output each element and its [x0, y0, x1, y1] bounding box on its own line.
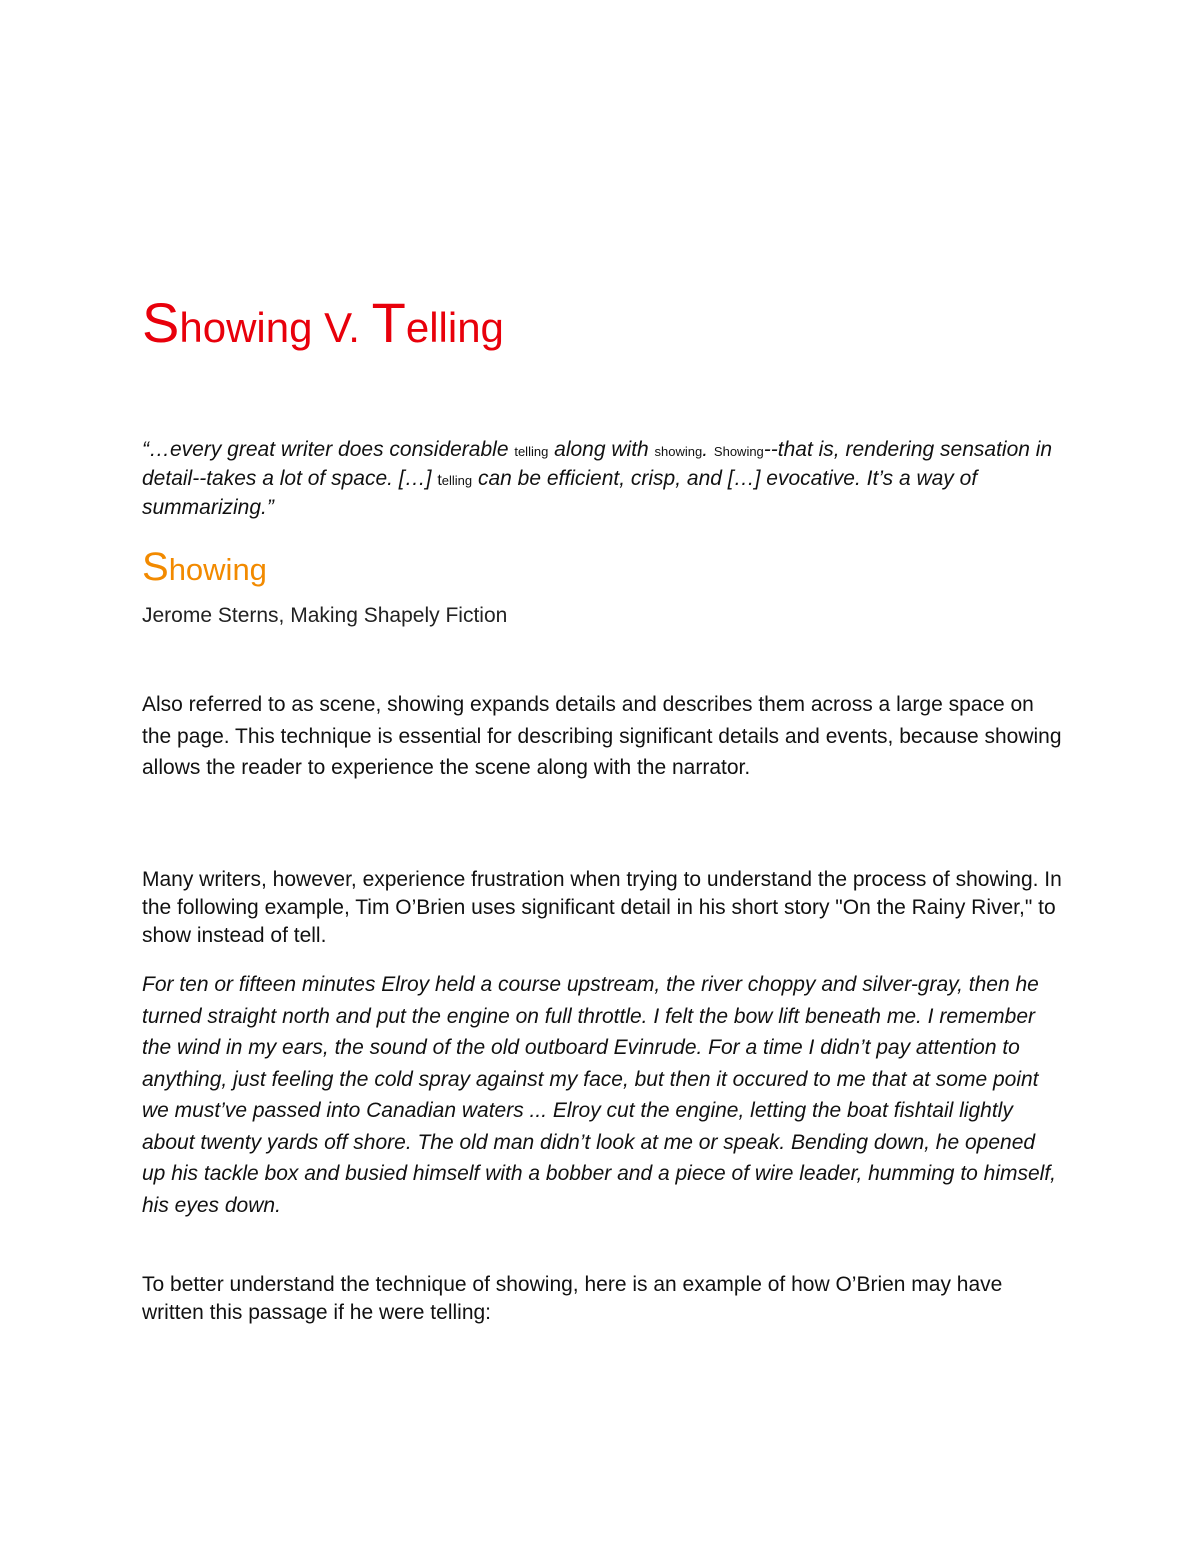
- quote-small-elling: elling: [441, 473, 473, 488]
- quote-small-telling: telling: [514, 444, 549, 459]
- page-title: [142, 292, 504, 354]
- title-initial-t: T: [371, 291, 406, 354]
- title-text-2: elling: [405, 304, 504, 351]
- quote-small-showing-cap: Showing: [713, 444, 764, 459]
- paragraph-writers-frustration: Many writers, however, experience frustration when trying to understand the process of showing. In the following example, Tim O’Brien uses significant detail in his short story "On the Rainy River," to show instead of tell.: [142, 868, 1062, 947]
- quote-text-2: along with: [548, 438, 655, 461]
- paragraph-telling-intro: To better understand the technique of showing, here is an example of how O’Brien may have written this passage if he were telling:: [142, 1273, 1003, 1324]
- quote-small-t: t: [437, 472, 442, 489]
- quote-text-1: “…every great writer does considerable: [142, 438, 515, 461]
- title-initial-s: S: [142, 291, 180, 354]
- quote-small-showing: showing: [654, 444, 703, 459]
- source-attribution: Jerome Sterns, Making Shapely Fiction: [142, 604, 508, 627]
- section-heading-showing: [142, 545, 267, 589]
- paragraph-scene-definition: Also referred to as scene, showing expands details and describes them across a large space on the page. This technique is essential for describing significant details and events, because showing allows the reader to experience the scene along with the narrator.: [142, 693, 1062, 779]
- epigraph-quote: [142, 436, 1062, 521]
- quote-text-5: can be efficient, crisp, and […] evocative. It’s a way of summarizing.”: [142, 467, 978, 519]
- title-text-1: howing V.: [179, 304, 372, 351]
- quote-text-4: --that is, rendering sensation in detail--takes a lot of space. […]: [142, 438, 1053, 490]
- excerpt-rainy-river: For ten or fifteen minutes Elroy held a course upstream, the river choppy and silver-gray, then he turned straight north and put the engine on full throttle. I felt the bow lift beneath me. I remember the wind in my ears, the sound of the old outboard Evinrude. For a time I didn’t pay attention to anything, just feeling the cold spray against my face, but then it occured to me that at some point we must’ve passed into Canadian waters ... Elroy cut the engine, letting the boat fishtail lightly about twenty yards off shore. The old man didn’t look at me or speak. Bending down, he opened up his tackle box and busied himself with a bobber and a piece of wire leader, humming to himself, his eyes down.: [142, 973, 1057, 1217]
- section-initial: S: [142, 545, 169, 589]
- section-heading-text: howing: [168, 552, 267, 587]
- quote-text-3: .: [702, 438, 714, 461]
